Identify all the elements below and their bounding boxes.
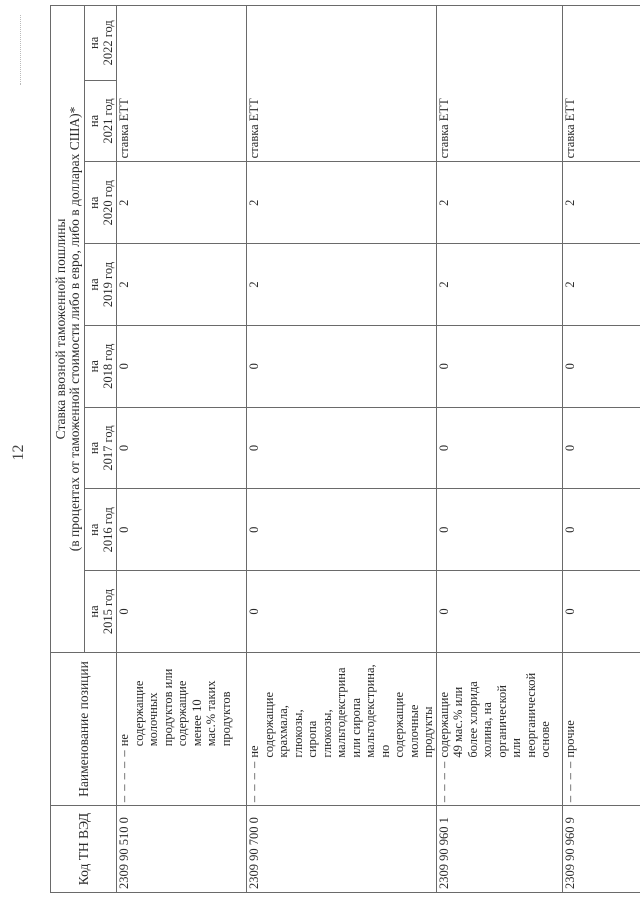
rate-2021-2022: ставка ЕТТ (436, 6, 562, 162)
rate-2015: 0 (117, 571, 247, 653)
year-2018: на 2018 год (85, 325, 117, 407)
rate-2017: 0 (436, 407, 562, 489)
rate-2021-2022: ставка ЕТТ (247, 6, 437, 162)
header-rate-line2: (в процентах от таможенной стоимости либо в евро, либо в долларах США)* (66, 106, 82, 552)
row-code: 2309 90 960 1 (436, 806, 562, 893)
header-rate (51, 6, 85, 653)
header-name: Наименование позиции (51, 652, 117, 805)
table-row (247, 6, 437, 893)
year-2020: на 2020 год (85, 162, 117, 244)
rate-2020: 2 (436, 162, 562, 244)
row-code: 2309 90 510 0 (117, 806, 247, 893)
row-code: 2309 90 700 0 (247, 806, 437, 893)
rate-2019: 2 (247, 244, 437, 326)
rate-2021-2022: ставка ЕТТ (562, 6, 640, 162)
year-2015: на 2015 год (85, 571, 117, 653)
row-name: – – – – не содержащие крахмала, глюкозы, сиропа глюкозы, мальтодекстрина или сиропа мальтодекстрина, но содержащие молочные продукты (247, 652, 437, 805)
rate-2021-2022: ставка ЕТТ (117, 6, 247, 162)
rate-2020: 2 (247, 162, 437, 244)
rate-2018: 0 (247, 325, 437, 407)
rate-2017: 0 (562, 407, 640, 489)
table-row (436, 6, 562, 893)
rate-2015: 0 (247, 571, 437, 653)
table-row (117, 6, 247, 893)
year-2017: на 2017 год (85, 407, 117, 489)
rate-2016: 0 (117, 489, 247, 571)
rate-2017: 0 (247, 407, 437, 489)
rate-2019: 2 (117, 244, 247, 326)
row-name: – – – – содержащие 49 мас.% или более хлорида холина, на органической или неорганической основе (436, 652, 562, 805)
rate-2020: 2 (562, 162, 640, 244)
page-number: 12 (10, 444, 27, 461)
row-name: – – – – прочие (562, 652, 640, 805)
table-row (562, 6, 640, 893)
header-rate-line1: Ставка ввозной таможенной пошлины (52, 218, 68, 440)
rate-2019: 2 (562, 244, 640, 326)
rate-2016: 0 (247, 489, 437, 571)
rate-2015: 0 (436, 571, 562, 653)
year-2019: на 2019 год (85, 244, 117, 326)
rate-2015: 0 (562, 571, 640, 653)
rate-2018: 0 (117, 325, 247, 407)
year-2021: на 2021 год (85, 80, 117, 162)
rate-2016: 0 (436, 489, 562, 571)
row-code: 2309 90 960 9 (562, 806, 640, 893)
rate-2018: 0 (436, 325, 562, 407)
row-name: – – – – – не содержащие молочных продуктов или содержащие менее 10 мас.% таких продуктов (117, 652, 247, 805)
rate-2018: 0 (562, 325, 640, 407)
header-code: Код ТН ВЭД (51, 806, 117, 893)
rate-2016: 0 (562, 489, 640, 571)
year-2022: на 2022 год (85, 6, 117, 81)
rate-2017: 0 (117, 407, 247, 489)
rate-2020: 2 (117, 162, 247, 244)
year-2016: на 2016 год (85, 489, 117, 571)
rate-2019: 2 (436, 244, 562, 326)
tariff-table (50, 5, 640, 893)
